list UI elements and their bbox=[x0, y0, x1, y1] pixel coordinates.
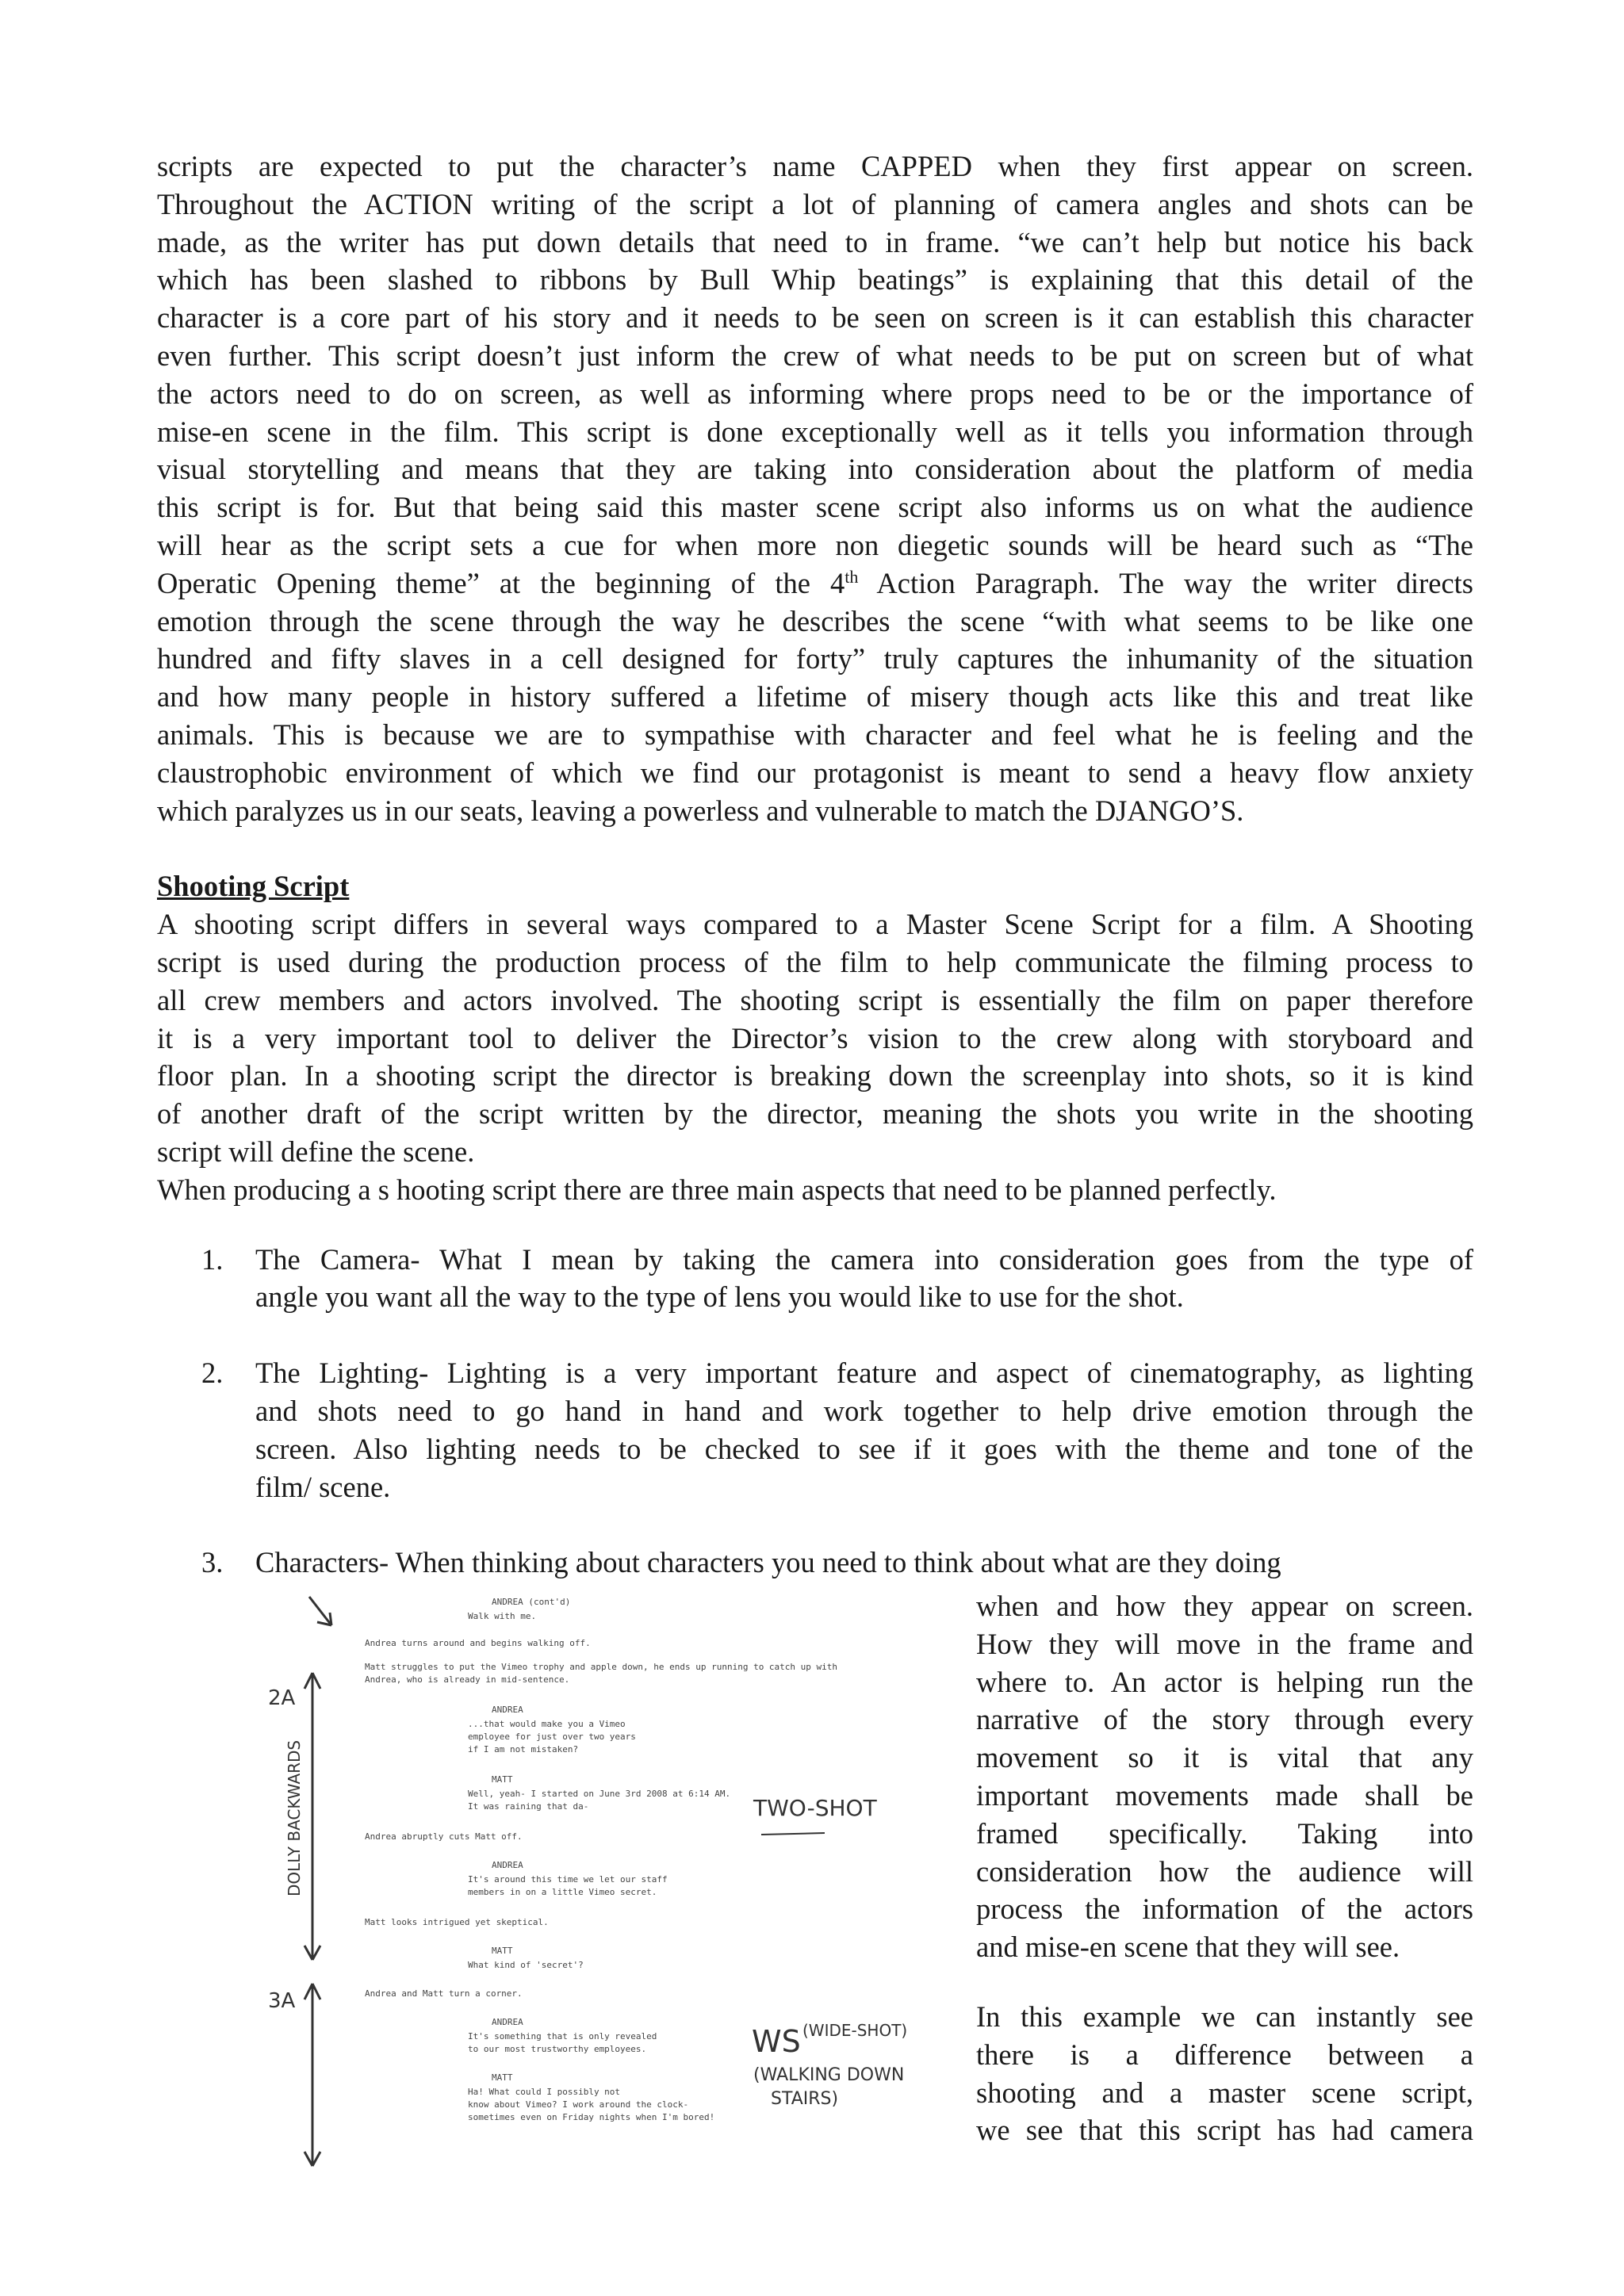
text-line: process the information of the actors bbox=[976, 1892, 1473, 1926]
intro-line: When producing a s hooting script there are three main aspects that need to be planned perfectly. bbox=[157, 1173, 1277, 1206]
text-line: film/ scene. bbox=[255, 1470, 391, 1503]
list-item bbox=[157, 1354, 1473, 1506]
script-line: MATT bbox=[492, 2072, 513, 2083]
text-line: angle you want all the way to the type of lens you would like to use for the shot. bbox=[255, 1280, 1184, 1314]
list-number: 3. bbox=[201, 1546, 224, 1579]
text-line: screen. Also lighting needs to be checked to see if it goes with the theme and tone of the bbox=[255, 1432, 1473, 1465]
text-span: Action Paragraph. The way the writer directs bbox=[858, 566, 1473, 599]
numbered-list bbox=[157, 1241, 1473, 1582]
script-line: know about Vimeo? I work around the clock- bbox=[468, 2099, 689, 2110]
text-line: character is a core part of his story and it needs to be seen on screen is it can establish this character bbox=[157, 301, 1473, 335]
text-line: In this example we can instantly see bbox=[976, 1999, 1473, 2033]
script-line: to our most trustworthy employees. bbox=[468, 2044, 647, 2054]
side-text bbox=[976, 1587, 1473, 2149]
text-line: narrative of the story through every bbox=[976, 1703, 1473, 1736]
text-line: all crew members and actors involved. The shooting script is essentially the film on paper therefore bbox=[157, 983, 1473, 1016]
script-line: ANDREA bbox=[492, 1860, 523, 1870]
text-line: shooting and a master scene script, bbox=[976, 2076, 1473, 2109]
text-line: emotion through the scene through the way he describes the scene “with what seems to be like one bbox=[157, 604, 1473, 637]
text-line: script will define the scene. bbox=[157, 1135, 475, 1168]
text-line: mise-en scene in the film. This script is done exceptionally well as it tells you information through bbox=[157, 415, 1473, 448]
list-number: 2. bbox=[201, 1357, 224, 1390]
script-line: MATT bbox=[492, 1774, 513, 1785]
text-line: of another draft of the script written by the director, meaning the shots you write in the shooting bbox=[157, 1097, 1473, 1131]
text-line: the actors need to do on screen, as well as informing where props need to be or the importance of bbox=[157, 377, 1473, 410]
shot-label-3a: 3A bbox=[268, 1989, 296, 2013]
text-line: we see that this script has had camera bbox=[976, 2114, 1473, 2147]
two-shot-label: TWO-SHOT bbox=[753, 1795, 877, 1821]
list-item bbox=[157, 1241, 1473, 1317]
script-line: What kind of 'secret'? bbox=[468, 1960, 584, 1970]
script-line: members in on a little Vimeo secret. bbox=[468, 1887, 657, 1897]
script-line: ANDREA bbox=[492, 2017, 523, 2027]
shot-3a-arrow bbox=[304, 1984, 320, 2166]
text-line: when and how they appear on screen. bbox=[976, 1590, 1473, 1622]
superscript: th bbox=[845, 566, 859, 587]
text-line: Characters- When thinking about characters you need to think about what are they doing bbox=[255, 1546, 1281, 1579]
script-line: ANDREA (cont'd) bbox=[492, 1597, 571, 1607]
text-line: and how many people in history suffered a lifetime of misery though acts like this and treat like bbox=[157, 680, 1473, 714]
script-line: ANDREA bbox=[492, 1705, 523, 1715]
text-line: which has been slashed to ribbons by Bull Whip beatings” is explaining that this detail of the bbox=[157, 263, 1473, 297]
text-line: script is used during the production process of the film to help communicate the filming process to bbox=[157, 945, 1473, 978]
text-line: claustrophobic environment of which we find our protagonist is meant to send a heavy flow anxiety bbox=[157, 756, 1473, 789]
stairs-label: STAIRS) bbox=[771, 2089, 839, 2109]
shot-label-2a: 2A bbox=[268, 1686, 296, 1710]
script-line: Walk with me. bbox=[468, 1611, 537, 1621]
paragraph-shooting-script bbox=[157, 905, 1473, 1171]
script-line: It's something that is only revealed bbox=[468, 2031, 657, 2042]
script-line: Matt struggles to put the Vimeo trophy and apple down, he ends up running to catch up with bbox=[365, 1662, 838, 1672]
script-line: Andrea abruptly cuts Matt off. bbox=[365, 1831, 523, 1842]
text-line: this script is for. But that being said this master scene script also informs us on what the audience bbox=[157, 491, 1473, 524]
text-line: A shooting script differs in several ways compared to a Master Scene Script for a film. A Shooting bbox=[157, 908, 1473, 941]
text-line: visual storytelling and means that they are taking into consideration about the platform of media bbox=[157, 453, 1473, 486]
dolly-backwards-label: DOLLY BACKWARDS bbox=[285, 1739, 304, 1896]
script-line: sometimes even on Friday nights when I'm bored! bbox=[468, 2112, 715, 2122]
section-heading: Shooting Script bbox=[157, 870, 350, 903]
text-line: there is a difference between a bbox=[976, 2038, 1473, 2071]
spacer bbox=[157, 1209, 1473, 1241]
dolly-arrow bbox=[304, 1673, 320, 1960]
paragraph-master-scene-analysis bbox=[157, 147, 1473, 829]
figure-section bbox=[157, 1587, 1473, 2190]
text-line: Throughout the ACTION writing of the script a lot of planning of camera angles and shots can be bbox=[157, 187, 1473, 220]
text-line: important movements made shall be bbox=[976, 1778, 1473, 1812]
text-line: hundred and fifty slaves in a cell designed for forty” truly captures the inhumanity of the situation bbox=[157, 642, 1473, 675]
spacer bbox=[157, 1506, 1473, 1544]
list-item bbox=[157, 1544, 1473, 1582]
wide-shot-label: (WIDE-SHOT) bbox=[802, 2021, 908, 2040]
list-number: 1. bbox=[201, 1242, 224, 1276]
text-line: movement so it is vital that any bbox=[976, 1741, 1473, 1774]
text-line: which paralyzes us in our seats, leaving a powerless and vulnerable to match the DJANGO’S. bbox=[157, 794, 1244, 827]
spacer bbox=[157, 1316, 1473, 1354]
script-line: employee for just over two years bbox=[468, 1732, 636, 1742]
text-line: animals. This is because we are to sympathise with character and feel what he is feeling and the bbox=[157, 718, 1473, 751]
text-line: The Lighting- Lighting is a very important feature and aspect of cinematography, as lighting bbox=[255, 1357, 1473, 1390]
text-line: consideration how the audience will bbox=[976, 1854, 1473, 1888]
text-line: it is a very important tool to deliver the Director’s vision to the crew along with storyboard and bbox=[157, 1021, 1473, 1054]
text-line bbox=[157, 564, 1473, 603]
script-line: MATT bbox=[492, 1946, 513, 1956]
text-line: where to. An actor is helping run the bbox=[976, 1665, 1473, 1698]
script-line: Andrea, who is already in mid-sentence. bbox=[365, 1674, 570, 1685]
script-line: Ha! What could I possibly not bbox=[468, 2087, 621, 2097]
script-line: Matt looks intrigued yet skeptical. bbox=[365, 1917, 549, 1927]
spacer bbox=[976, 1966, 1473, 1998]
side-paragraph-2 bbox=[976, 1998, 1473, 2149]
text-line: made, as the writer has put down details that need to in frame. “we can’t help but notice his back bbox=[157, 225, 1473, 258]
side-paragraph-1 bbox=[976, 1587, 1473, 1966]
text-line: How they will move in the frame and bbox=[976, 1627, 1473, 1660]
text-line: and mise-en scene that they will see. bbox=[976, 1931, 1400, 1964]
text-line: floor plan. In a shooting script the director is breaking down the screenplay into shots, so it is kind bbox=[157, 1059, 1473, 1093]
ws-label: WS bbox=[752, 2024, 801, 2059]
shooting-script-example-image bbox=[206, 1587, 1078, 2174]
two-shot-underline bbox=[761, 1833, 825, 1835]
text-line: even further. This script doesn’t just inform the crew of what needs to be put on screen but of what bbox=[157, 339, 1473, 372]
text-line: scripts are expected to put the character’s name CAPPED when they first appear on screen. bbox=[157, 150, 1473, 182]
text-span: Operatic Opening theme” at the beginning of the 4 bbox=[157, 566, 845, 599]
pointer-arrow bbox=[309, 1597, 331, 1625]
text-line: and shots need to go hand in hand and work together to help drive emotion through the bbox=[255, 1394, 1473, 1427]
script-line: Andrea and Matt turn a corner. bbox=[365, 1988, 523, 1999]
spacer bbox=[157, 829, 1473, 867]
text-line: The Camera- What I mean by taking the camera into consideration goes from the type of bbox=[255, 1242, 1473, 1276]
document-page bbox=[157, 147, 1473, 1582]
text-line: will hear as the script sets a cue for when more non diegetic sounds will be heard such as “The bbox=[157, 528, 1473, 561]
walking-down-label: (WALKING DOWN bbox=[753, 2065, 905, 2085]
script-line: ...that would make you a Vimeo bbox=[468, 1719, 626, 1729]
text-line: framed specifically. Taking into bbox=[976, 1816, 1473, 1850]
script-line: Andrea turns around and begins walking off. bbox=[365, 1638, 591, 1648]
script-line: It's around this time we let our staff bbox=[468, 1874, 668, 1885]
script-line: It was raining that da- bbox=[468, 1801, 589, 1812]
script-line: if I am not mistaken? bbox=[468, 1744, 579, 1755]
script-line: Well, yeah- I started on June 3rd 2008 at 6:14 AM. bbox=[468, 1789, 731, 1799]
